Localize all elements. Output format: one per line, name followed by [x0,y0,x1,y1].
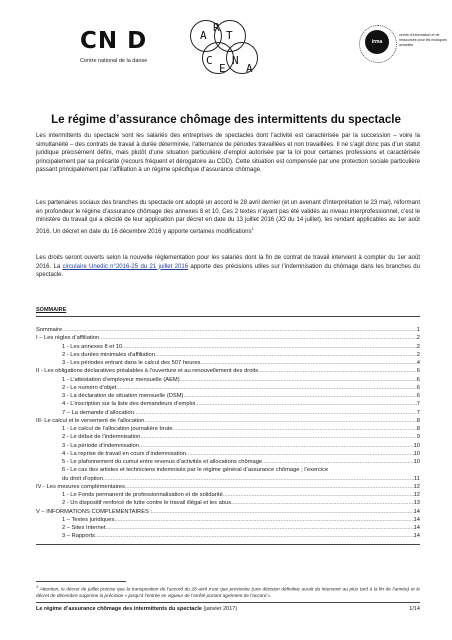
toc-leader-dots [114,516,413,524]
toc-entry-label: I – Les règles d’affiliation [36,335,100,342]
toc-entry[interactable] [36,450,420,458]
toc-entry-label: 5 - Le plafonnement du cumul entre revenus d’activités et allocations chômage [62,459,263,465]
toc-entry-label: III- Le calcul et le versement de l’allocation [36,417,145,424]
toc-entry[interactable] [36,442,420,450]
toc-leader-dots [180,376,417,384]
footer-rule [36,602,420,603]
toc-leader-dots [122,343,417,351]
toc-entry-label: 1 - Le Fonds permanent de professionnalisation et de solidarité [62,492,223,498]
toc-entry-label: 4 - L’inscription sur la liste des demandeurs d’emploi [62,401,196,408]
toc-entry[interactable] [36,351,420,359]
toc-entry-page: 10 [413,450,420,457]
toc-entry[interactable] [36,376,420,384]
toc-entry-label: V – INFORMATIONS COMPLEMENTAIRES : [36,508,153,515]
intro-paragraph: Les intermittents du spectacle sont les salariés des entreprises de spectacles dont l’activité est caractérisée par la succession – voire la simultanéité – des contrats de travail à durée déterminée, l’alternance de périodes travaillées et non travaillées. Il ne s’agit donc pas d’un statut juridique précisément défini, mais plutôt d’une situation particulière d’emploi autorisée par la loi pour certaines professions et caractérisée principalement par sa précarité (recours fréquent et dérogatoire au CDD). Cette situation est compensée par une protection sociale particulière passant principalement par l’affiliation à un régime spécifique d’assurance chômage. [36,133,420,174]
artcena-letter: T [226,29,233,42]
toc-entry-label: 3 – Rapports [62,533,95,540]
toc-entry-label: 2 - Un dispositif renforcé de lutte contre le travail illégal et les abus [62,500,232,507]
artcena-letter: E [219,62,226,75]
toc-leader-dots [105,524,413,532]
footer-title: Le régime d’assurance chômage des intermittents du spectacle [36,606,202,612]
toc-entry[interactable] [36,334,420,342]
toc-entry-label: 2 - Les durées minimales d’affiliation [62,351,155,358]
toc-entry-page: 7 [416,401,420,408]
toc-leader-dots [186,450,414,458]
artcena-logo [186,18,272,76]
sommaire-bottom-rule [36,544,420,545]
cnd-logo-caption: Centre national de la danse [80,58,148,64]
document-title: Le régime d’assurance chômage des intermittents du spectacle [51,113,401,126]
toc-entry-label: 1 – Textes juridiques [62,516,115,523]
toc-entry-label: 6 - Le cas des artistes et techniciens indemnisés par le régime général d’assurance chômage ; l’exercice [62,467,329,474]
toc-entry[interactable] [36,409,420,417]
artcena-letter: A [200,29,207,42]
toc-entry-label: 2 - Le numéro d’objet [62,384,117,391]
toc-entry-page: 12 [413,492,420,498]
toc-leader-dots [116,384,416,392]
toc-entry-page: 14 [413,525,420,531]
toc-entry-page: 11 [414,475,420,482]
toc-leader-dots [125,483,414,491]
toc-entry-label: Sommaire [36,327,63,333]
toc-entry-label: 2 – Sites Internet [62,525,106,531]
toc-entry[interactable] [36,359,420,367]
toc-leader-dots [223,491,414,499]
unedic-circular-link[interactable]: circulaire Unedic n°2016-25 du 21 juillet 2016 [62,263,189,270]
toc-entry-page: 6 [416,393,420,399]
toc-entry-label: 3 - Les périodes entrant dans le calcul des 507 heures [62,360,201,366]
toc-entry-page: 14 [413,516,420,523]
toc-entry-label: 3 - La déclaration de situation mensuelle (DSM) [62,393,184,399]
toc-leader-dots [183,392,416,400]
reform-paragraph-text: Les partenaires sociaux des branches du spectacle ont adopté un accord le 28 avril dernier (et un avenant d’interprétation le 23 mai), réformant en profondeur le régime d’assurance chômage des annexes 8 et 10. Ces 2 textes n’ayant pas été validés au niveau interprofessionnel, c’est le ministère du travail qui a décidé de leur application par décret en date du 13 juillet 2016 (JO du 14 juillet), les rendant applicables au 1er août 2016. Un décret en date du 16 décembre 2016 y apporte certaines modifications [36,200,420,235]
toc-entry-page: 2 [416,335,420,342]
table-of-contents [36,326,420,541]
toc-entry-label: IV - Les mesures complémentaires [36,483,125,490]
page-footer [36,606,420,612]
reform-paragraph [36,199,420,236]
toc-entry-page: 1 [416,327,420,333]
footer-date: (janvier 2017) [203,606,238,612]
toc-entry-page: 7 [416,409,420,416]
toc-leader-dots [95,532,414,540]
toc-leader-dots [155,351,417,359]
artcena-letter: A [246,62,253,75]
artcena-letter: R [213,21,220,34]
toc-leader-dots [140,433,416,441]
toc-leader-dots [134,409,417,417]
footnote-text: Attention, le décret de juillet précise que la transposition de l’accord du 28 avril n’est que provisoire (une décision définitive aurait du intervenir au plus tard à la fin de l’année) et le décret de décembre supprime la précision « jusqu’à l’entrée en vigueur de l’arrêté portant agrément de l’accord ». [36,586,420,598]
toc-entry[interactable] [36,508,420,516]
toc-entry[interactable] [36,466,420,474]
footer-title-group [36,606,237,612]
toc-entry[interactable] [36,367,420,375]
toc-entry-page: 14 [413,508,420,515]
toc-leader-dots [258,367,417,375]
toc-entry-label: 4 - La reprise de travail en cours d’indemnisation [62,450,187,457]
toc-entry-page: 6 [416,376,420,383]
toc-entry-page: 8 [416,426,420,432]
toc-entry[interactable] [36,516,420,524]
toc-leader-dots [262,458,414,466]
toc-entry[interactable] [36,417,420,425]
toc-leader-dots [144,417,416,425]
toc-entry-page: 13 [413,500,420,507]
sommaire-heading: SOMMAIRE [36,307,67,313]
toc-entry-label: du droit d’option [62,475,103,482]
toc-leader-dots [231,499,414,507]
toc-entry-page: 4 [416,360,420,366]
toc-entry-label: 7 – La demande d’allocation [62,409,134,416]
toc-entry-page: 14 [413,533,420,540]
toc-entry-page: 12 [413,483,420,490]
footnote-rule [36,581,126,582]
toc-entry-label: 1 - Le calcul de l’allocation journalière brute [62,426,173,432]
toc-entry-page: 8 [416,417,420,424]
toc-entry[interactable] [36,524,420,532]
toc-entry[interactable] [36,433,420,441]
toc-entry[interactable] [36,499,420,507]
rights-paragraph [36,254,420,280]
rights-paragraph-start: Les droits seront ouverts selon la nouvelle réglementation pour les salariés dont la fin de contrat de travail intervient à compter du 1er août 2016. La [36,255,420,270]
toc-entry[interactable] [36,343,420,351]
toc-entry-label: 3 - La période d’indemnisation [62,442,140,449]
toc-entry-page: 2 [416,351,420,358]
toc-leader-dots [99,334,417,342]
toc-leader-dots [195,400,417,408]
toc-entry[interactable] [36,326,420,334]
rights-paragraph-end: apporte des précisions utiles sur l’indemnisation du chômage dans les branches du spectacle. [36,263,420,279]
toc-entry[interactable] [36,491,420,499]
footnote-number: 1 [36,584,39,589]
artcena-letter: N [232,54,239,67]
toc-entry-page: 6 [416,368,420,375]
toc-leader-dots [200,359,416,367]
toc-leader-dots [152,508,414,516]
sommaire-top-rule [36,316,420,317]
toc-entry[interactable] [36,425,420,433]
toc-leader-dots [173,425,417,433]
toc-entry-page: 10 [413,459,420,465]
toc-entry[interactable] [36,483,420,491]
toc-entry-page: 9 [416,434,420,441]
irma-badge: irma [365,30,389,54]
toc-entry-label: 1 - Les annexes 8 et 10 [62,343,123,350]
footer-page-number: 1/14 [409,606,420,612]
toc-entry-page: 2 [416,343,420,350]
toc-entry-label: II - Les obligations déclaratives préalables à l’ouverture et au renouvellement des droits [36,368,259,375]
toc-entry[interactable] [36,458,420,466]
toc-leader-dots [62,326,417,334]
toc-entry[interactable] [36,475,420,483]
toc-entry[interactable] [36,392,420,400]
toc-entry[interactable] [36,400,420,408]
artcena-letter: C [206,54,213,67]
cnd-logo [80,30,170,64]
footnote-ref[interactable]: 1 [251,225,254,231]
toc-entry-label: 2 - Le début de l’indemnisation [62,434,141,441]
footnote [36,584,420,599]
toc-entry-label: 1 - L’attestation d’employeur mensuelle (AEM) [62,376,180,383]
toc-entry-page: 6 [416,384,420,391]
cnd-logo-mark: CN D [80,28,148,54]
toc-entry[interactable] [36,532,420,540]
irma-caption: centre d'information et de ressources pour les musiques actuelles [399,33,447,47]
toc-leader-dots [103,475,414,483]
toc-entry[interactable] [36,384,420,392]
toc-entry-page: 10 [413,442,420,449]
toc-leader-dots [139,442,414,450]
